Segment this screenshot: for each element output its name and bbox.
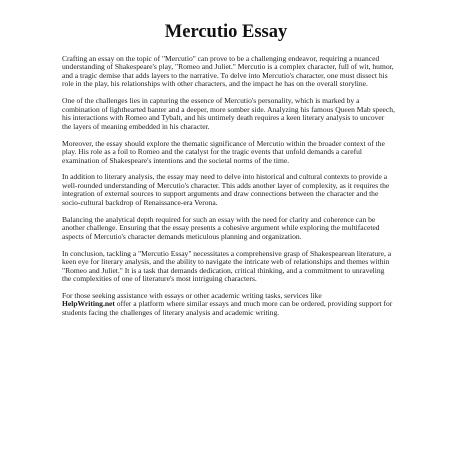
paragraph-intro: Crafting an essay on the topic of "Mercutio" can prove to be a challenging endeavor, requiring a nuanced understanding of Shakespeare's play, "Romeo and Juliet." Mercutio is a complex character, full of wit, humor, and a tragic demise that adds layers to the narrative. To delve into Mercutio's character, one must dissect his role in the play, his relationships with other characters, and the impact he has on the overall storyline. (62, 54, 394, 89)
paragraph-balance: Balancing the analytical depth required for such an essay with the need for clarity and coherence can be another challenge. Ensuring that the essay presents a cohesive argument while exploring the multifaceted aspects of Mercutio's character demands meticulous planning and organization. (62, 214, 380, 241)
paragraph-context: In addition to literary analysis, the essay may need to delve into historical and cultural contexts to provide a well-rounded understanding of Mercutio's character. This adds another layer of complexity, as it requires the integration of external sources to support arguments and draw connections between the character and the socio-cultural backdrop of Renaissance-era Verona. (62, 172, 390, 207)
paragraph-closing (62, 292, 395, 317)
closing-lead: For those seeking assistance with essays or other academic writing tasks, services like (62, 290, 322, 300)
document-title: Mercutio Essay (164, 22, 288, 42)
paragraph-conclusion: In conclusion, tackling a "Mercutio Essay" necessitates a comprehensive grasp of Shakespearean literature, a keen eye for literary analysis, and the ability to navigate the intricate web of relationships and themes within "Romeo and Juliet." It is a task that demands dedication, critical thinking, and a commitment to unraveling the complexities of one of literature's most intriguing characters. (62, 248, 392, 284)
paragraph-thematic: Moreover, the essay should explore the thematic significance of Mercutio within the broader context of the play. His role as a foil to Romeo and the catalyst for the tragic events that unfold demands a careful examination of Shakespeare's intentions and the societal norms of the time. (62, 138, 385, 165)
paragraph-personality: One of the challenges lies in capturing the essence of Mercutio's personality, which is marked by a combination of lighthearted banter and a deeper, more somber side. Analyzing his famous Queen Mab speech, his interactions with Romeo and Tybalt, and his untimely death requires a keen literary analysis to uncover the layers of meaning embedded in his character. (62, 96, 395, 131)
document-body (62, 55, 395, 326)
closing-rest: offer a platform where similar essays and much more can be ordered, providing support for students facing the challenges of literary analysis and academic writing. (62, 299, 393, 317)
helpwriting-link[interactable]: HelpWriting.net (62, 299, 115, 309)
